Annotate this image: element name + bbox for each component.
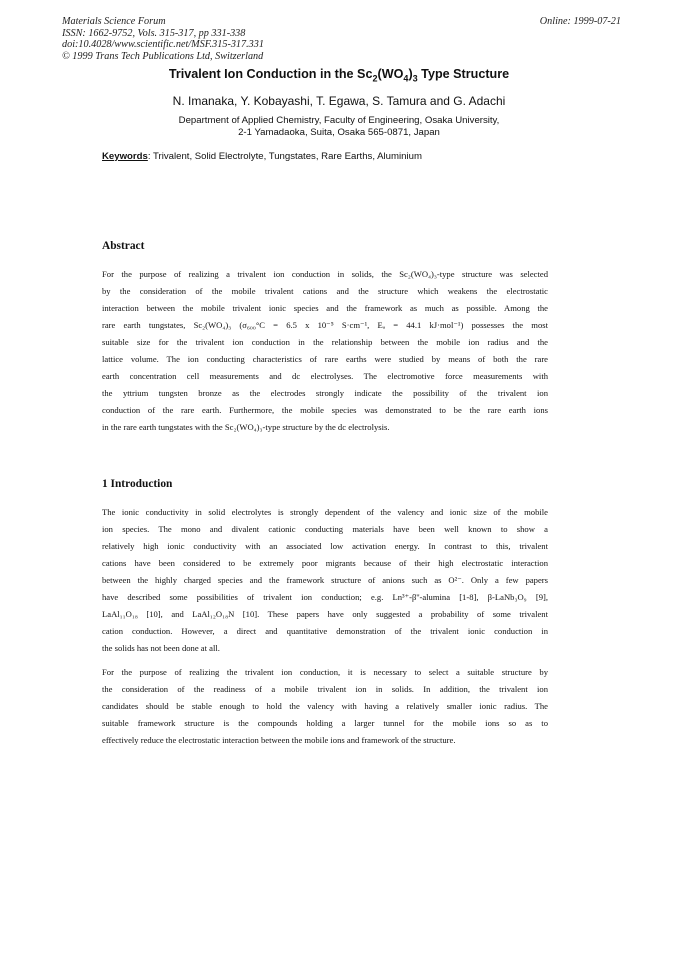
intro-p2-line: effectively reduce the electrostatic interaction between the mobile ions and framework of the structure. [102,735,456,745]
journal-metadata [62,16,264,62]
intro-p1-line: cations have been considered to be extremely poor migrants because of their high electrostatic interaction [102,558,548,568]
abstract-text [102,266,548,436]
affiliation: Department of Applied Chemistry, Faculty of Engineering, Osaka University, 2-1 Yamadaoka, Suita, Osaka 565-0871, Japan [178,115,500,138]
issn: ISSN: 1662-9752, Vols. 315-317, pp 331-338 [62,27,246,39]
intro-p2-line: candidates should be stable enough to hold the valency with having a relatively smaller ionic radius. The [102,701,548,711]
intro-p1-line: ion species. The mono and divalent cationic conducting materials have been well known to show a [102,524,548,534]
abstract-line: in the rare earth tungstates with the Sc₂(WO₄)₃-type structure by the dc electrolysis. [102,422,390,432]
intro-p1-line: the solids has not been done at all. [102,643,220,653]
author-list: N. Imanaka, Y. Kobayashi, T. Egawa, S. Tamura and G. Adachi [172,94,506,108]
introduction-heading: 1 Introduction [102,478,173,490]
paper-title: Trivalent Ion Conduction in the $Sc_2(WO_4)_3$ Type Structure [168,67,510,84]
online-date: Online: 1999-07-21 [539,16,621,27]
abstract-line: lattice volume. The ion conducting characteristics of rare earths were studied by means of both the rare [102,354,548,364]
keywords [102,151,422,162]
keywords-text: : Trivalent, Solid Electrolyte, Tungstates, Rare Earths, Aluminium [147,151,422,162]
intro-p1-line: have described some possibilities of trivalent ion conduction; e.g. Ln³⁺-β''-alumina [1-8], β-LaNb₃O₉ [9], [102,592,548,602]
abstract-line: by the consideration of the mobile trivalent cations and the structure which weakens the electrostatic [102,286,548,296]
intro-p1-line: cation conduction. However, a direct and quantitative demonstration of the trivalent ionic conduction in [102,626,548,636]
copyright: © 1999 Trans Tech Publications Ltd, Switzerland [62,50,264,62]
abstract-line: rare earth tungstates, Sc₂(WO₄)₃ (σ₆₀₀°C = 6.5 x 10⁻⁵ S·cm⁻¹, Eₐ = 44.1 kJ·mol⁻¹) possesses the most [102,320,548,330]
intro-p1-line: between the highly charged species and the framework structure of anions such as O²⁻. Only a few papers [102,575,548,585]
introduction-paragraph-1 [102,504,548,657]
abstract-line: earth concentration cell measurements and dc electrolyses. The electromotive force measurements with [102,371,548,381]
abstract-line: For the purpose of realizing a trivalent ion conduction in solids, the Sc₂(WO₄)₃-type structure was selected [102,269,548,279]
intro-p2-line: the consideration of the readiness of a mobile trivalent ion in solids. In addition, the trivalent ion [102,684,548,694]
abstract-line: the yttrium tungsten bronze as the electrodes strongly indicate the possibility of the trivalent ion [102,388,548,398]
abstract-heading: Abstract [102,240,145,252]
intro-p1-line: The ionic conductivity in solid electrolytes is strongly dependent of the valency and ionic size of the mobile [102,507,548,517]
abstract-line: conduction of the rare earth. Furthermore, the mobile species was demonstrated to be the rare earth ions [102,405,548,415]
abstract-line: interaction between the mobile trivalent ionic species and the framework as much as possible. Among the [102,303,548,313]
keywords-label: Keywords [102,151,148,162]
introduction-paragraph-2 [102,664,548,749]
intro-p1-line: relatively high ionic conductivity with an associated low activation energy. In contrast to this, trivalent [102,541,548,551]
intro-p2-line: For the purpose of realizing the trivalent ion conduction, it is necessary to select a suitable structure by [102,667,548,677]
doi: doi:10.4028/www.scientific.net/MSF.315-317.331 [62,39,264,51]
intro-p1-line: LaAl₁₁O₁₈ [10], and LaAl₁₂O₁₈N [10]. These papers have only suggested a probability of some trivalent [102,609,548,619]
intro-p2-line: suitable framework structure is the compounds holding a larger tunnel for the mobile ions so as to [102,718,548,728]
abstract-line: suitable size for the trivalent ion conduction in the relationship between the mobile ion radius and the [102,337,548,347]
journal-name: Materials Science Forum [62,16,166,27]
